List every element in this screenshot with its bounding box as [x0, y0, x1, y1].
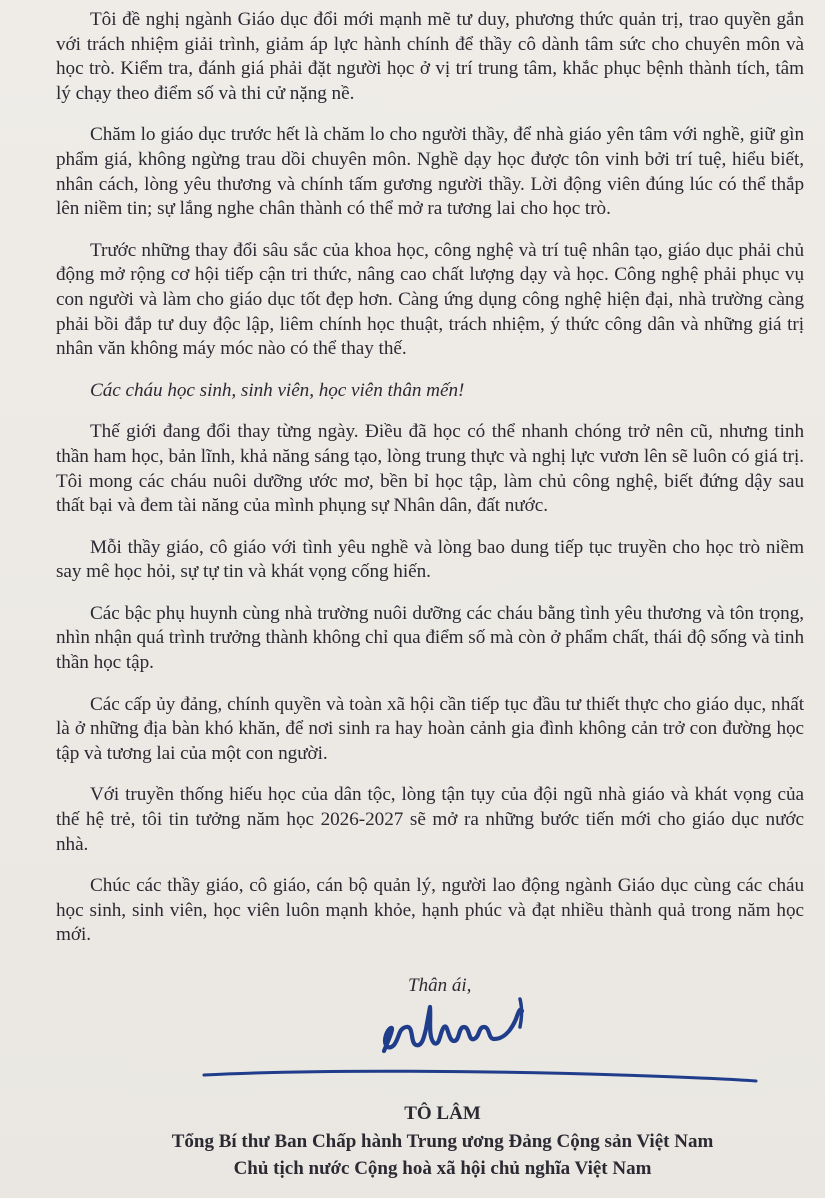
paragraph-students: Thế giới đang đổi thay từng ngày. Điều đã học có thể nhanh chóng trở nên cũ, nhưng tinh thần ham học, bản lĩnh, khả năng sáng tạo, lòng trung thực và nghị lực vươn lên sẽ luôn có giá trị. Tôi mong các cháu nuôi dưỡng ước mơ, bền bỉ học tập, làm chủ công nghệ, biết đứng dậy sau thất bại và đem tài năng của mình phụng sự Nhân dân, đất nước.	[56, 421, 804, 517]
paragraph-school-year: Với truyền thống hiếu học của dân tộc, lòng tận tụy của đội ngũ nhà giáo và khát vọng của thế hệ trẻ, tôi tin tưởng năm học 2026-2027 sẽ mở ra những bước tiến mới cho giáo dục nước nhà.	[56, 784, 804, 855]
author-title-state: Chủ tịch nước Cộng hoà xã hội chủ nghĩa Việt Nam	[233, 1158, 652, 1179]
paragraph-teacher-role: Mỗi thầy giáo, cô giáo với tình yêu nghề và lòng bao dung tiếp tục truyền cho học trò niềm say mê học hỏi, sự tự tin và khát vọng cống hiến.	[56, 536, 804, 583]
handwritten-signature	[370, 993, 540, 1063]
closing-block	[0, 975, 825, 1198]
paragraph-technology: Trước những thay đổi sâu sắc của khoa học, công nghệ và trí tuệ nhân tạo, giáo dục phải chủ động mở rộng cơ hội tiếp cận tri thức, nâng cao chất lượng dạy và học. Công nghệ phải phục vụ con người và làm cho giáo dục tốt đẹp hơn. Càng ứng dụng công nghệ hiện đại, nhà trường càng phải bồi đắp tư duy độc lập, liêm chính học thuật, trách nhiệm, ý thức công dân và những giá trị nhân văn không máy móc nào có thể thay thế.	[56, 239, 804, 360]
paragraph-authorities: Các cấp ủy đảng, chính quyền và toàn xã hội cần tiếp tục đầu tư thiết thực cho giáo dục, nhất là ở những địa bàn khó khăn, để nơi sinh ra hay hoàn cảnh gia đình không cản trở con đường học tập và tương lai của một con người.	[56, 693, 804, 764]
paragraph-wishes: Chúc các thầy giáo, cô giáo, cán bộ quản lý, người lao động ngành Giáo dục cùng các cháu học sinh, sinh viên, học viên luôn mạnh khỏe, hạnh phúc và đạt nhiều thành quả trong năm học mới.	[56, 875, 804, 946]
paragraph-governance: Tôi đề nghị ngành Giáo dục đổi mới mạnh mẽ tư duy, phương thức quản trị, trao quyền gắn với trách nhiệm giải trình, giảm áp lực hành chính để thầy cô dành tâm sức cho chuyên môn và học trò. Kiểm tra, đánh giá phải đặt người học ở vị trí trung tâm, khắc phục bệnh thành tích, tâm lý chạy theo điểm số và thi cử nặng nề.	[56, 9, 804, 104]
salutation-students: Các cháu học sinh, sinh viên, học viên thân mến!	[90, 379, 465, 401]
signature-underline	[200, 1067, 760, 1085]
author-name: TÔ LÂM	[404, 1103, 481, 1124]
closing-greeting: Thân ái,	[408, 975, 472, 996]
paragraph-parents: Các bậc phụ huynh cùng nhà trường nuôi dưỡng các cháu bằng tình yêu thương và tôn trọng, nhìn nhận quá trình trưởng thành không chỉ qua điểm số mà còn ở phẩm chất, thái độ sống và tinh thần học tập.	[56, 602, 805, 674]
author-title-party: Tổng Bí thư Ban Chấp hành Trung ương Đảng Cộng sản Việt Nam	[171, 1131, 714, 1152]
paragraph-teachers: Chăm lo giáo dục trước hết là chăm lo cho người thầy, để nhà giáo yên tâm với nghề, giữ gìn phẩm giá, không ngừng trau dồi chuyên môn. Nghề dạy học được tôn vinh bởi trí tuệ, hiểu biết, nhân cách, lòng yêu thương và chính tấm gương người thầy. Lời động viên đúng lúc có thể thắp lên niềm tin; sự lắng nghe chân thành có thể mở ra tương lai cho học trò.	[56, 124, 804, 220]
